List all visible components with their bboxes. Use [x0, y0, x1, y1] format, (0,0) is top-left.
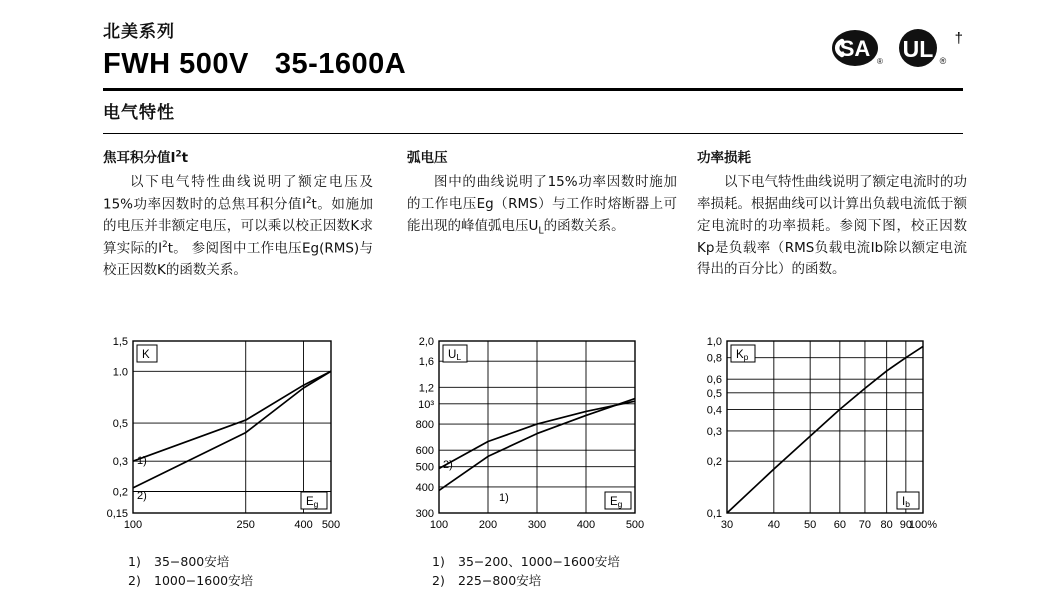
dagger-symbol: † — [954, 30, 963, 47]
svg-text:600: 600 — [415, 445, 434, 458]
svg-text:100%: 100% — [908, 519, 938, 531]
svg-text:Eg: Eg — [610, 496, 623, 509]
note-text: 1000−1600安培 — [154, 573, 254, 589]
note-text: 35−200、1000−1600安培 — [458, 554, 620, 569]
heading-2-pre: 弧电压 — [407, 150, 448, 166]
svg-text:40: 40 — [767, 519, 780, 531]
svg-text:0,2: 0,2 — [112, 486, 128, 499]
chart-2-note-item — [432, 552, 620, 571]
svg-text:0,2: 0,2 — [706, 456, 722, 469]
svg-text:300: 300 — [527, 519, 547, 531]
chart-ul-vs-eg — [407, 333, 677, 543]
svg-text:0,15: 0,15 — [106, 508, 128, 520]
ul-logo-icon — [893, 28, 949, 70]
svg-text:0,6: 0,6 — [706, 374, 722, 387]
svg-text:400: 400 — [576, 519, 596, 531]
svg-text:UL: UL — [902, 36, 933, 62]
heading-1-post: t — [181, 150, 189, 166]
document-header — [103, 22, 963, 81]
section-title: 电气特性 — [103, 103, 175, 123]
svg-text:1): 1) — [499, 492, 509, 504]
column-body-1: 以下电气特性曲线说明了额定电压及15%功率因数时的总焦耳积分值$I^2t$。如施加的电压并非额定电压，可以乘以校正因数K求算实际的$I^2t$。 参阅图中工作电压Eg(RMS)与校正因数K的函数关系。 — [103, 174, 373, 279]
svg-text:2): 2) — [443, 459, 453, 471]
svg-text:Ib: Ib — [902, 496, 910, 509]
svg-text:1,0: 1,0 — [706, 336, 722, 348]
chart-2-note-item — [432, 571, 620, 590]
svg-text:0,8: 0,8 — [706, 352, 722, 365]
chart-1-note-item — [128, 571, 253, 590]
column-body-3: 以下电气特性曲线说明了额定电流时的功率损耗。根据曲线可以计算出负载电流低于额定电流时的功率损耗。参阅下图，校正因数Kp是负载率（RMS负载电流Ib除以额定电流得出的百分比）的函数。 — [697, 174, 967, 278]
svg-text:Kp: Kp — [736, 349, 749, 362]
svg-text:0,5: 0,5 — [706, 387, 722, 400]
svg-text:100: 100 — [123, 519, 143, 531]
svg-text:400: 400 — [415, 481, 434, 494]
svg-text:2): 2) — [137, 490, 147, 502]
svg-text:2,0: 2,0 — [418, 336, 434, 348]
chart-1-notes — [128, 552, 253, 591]
svg-text:0,4: 0,4 — [706, 404, 722, 417]
svg-text:60: 60 — [833, 519, 846, 531]
column-i2t — [103, 146, 373, 282]
svg-text:UL: UL — [448, 349, 462, 362]
note-number: 1) — [432, 554, 445, 569]
svg-text:30: 30 — [720, 519, 734, 531]
svg-text:1,5: 1,5 — [112, 336, 128, 348]
svg-text:1.0: 1.0 — [112, 366, 128, 379]
svg-text:Eg: Eg — [306, 496, 319, 509]
svg-text:800: 800 — [415, 419, 434, 432]
svg-text:70: 70 — [858, 519, 872, 531]
svg-text:SA: SA — [839, 36, 870, 61]
heading-1-pre: 焦耳积分值I — [103, 150, 176, 166]
heading-1-sup: 2 — [175, 149, 182, 160]
svg-text:400: 400 — [294, 519, 313, 531]
svg-text:250: 250 — [236, 519, 255, 531]
column-heading-2 — [407, 146, 677, 166]
svg-text:0,3: 0,3 — [706, 425, 722, 438]
svg-text:1,2: 1,2 — [418, 382, 434, 395]
svg-text:500: 500 — [321, 519, 341, 531]
column-power-loss — [697, 146, 967, 281]
svg-text:1,6: 1,6 — [418, 356, 434, 369]
column-heading-1 — [103, 146, 373, 166]
svg-text:®: ® — [876, 57, 883, 66]
svg-text:1): 1) — [137, 455, 147, 467]
chart-kp-vs-ib — [697, 333, 947, 543]
note-text: 225−800安培 — [458, 573, 542, 589]
certification-marks — [831, 28, 963, 70]
svg-text:K: K — [142, 349, 150, 361]
svg-text:90: 90 — [899, 519, 912, 531]
chart-1-note-item — [128, 552, 253, 571]
heading-3-pre: 功率损耗 — [697, 150, 751, 166]
chart-k-vs-eg — [103, 333, 373, 543]
column-arc-voltage — [407, 146, 677, 239]
note-number: 1) — [128, 554, 141, 569]
section-divider — [103, 133, 963, 134]
svg-text:0,1: 0,1 — [706, 508, 722, 520]
svg-text:500: 500 — [625, 519, 645, 531]
model-voltage: FWH 500V — [103, 48, 249, 81]
svg-text:10³: 10³ — [418, 398, 434, 411]
svg-text:50: 50 — [804, 519, 817, 531]
note-number: 2) — [128, 573, 141, 589]
csa-logo-icon — [831, 29, 883, 69]
chart-2-notes — [432, 552, 620, 591]
svg-text:500: 500 — [415, 461, 434, 474]
column-heading-3 — [697, 146, 967, 166]
note-number: 2) — [432, 573, 445, 589]
svg-text:100: 100 — [429, 519, 449, 531]
svg-text:200: 200 — [478, 519, 498, 531]
svg-text:80: 80 — [880, 519, 893, 531]
model-amps: 35-1600A — [274, 48, 407, 81]
header-divider — [103, 88, 963, 91]
svg-text:®: ® — [939, 56, 946, 66]
column-body-2: 图中的曲线说明了15%功率因数时施加的工作电压Eg（RMS）与工作时熔断器上可能出现的峰值弧电压$U_L$的函数关系。 — [407, 174, 677, 237]
svg-text:300: 300 — [415, 508, 434, 520]
svg-text:0,5: 0,5 — [112, 418, 128, 431]
note-text: 35−800安培 — [154, 554, 230, 569]
series-name: 北美系列 — [103, 22, 175, 42]
svg-text:0,3: 0,3 — [112, 456, 128, 469]
